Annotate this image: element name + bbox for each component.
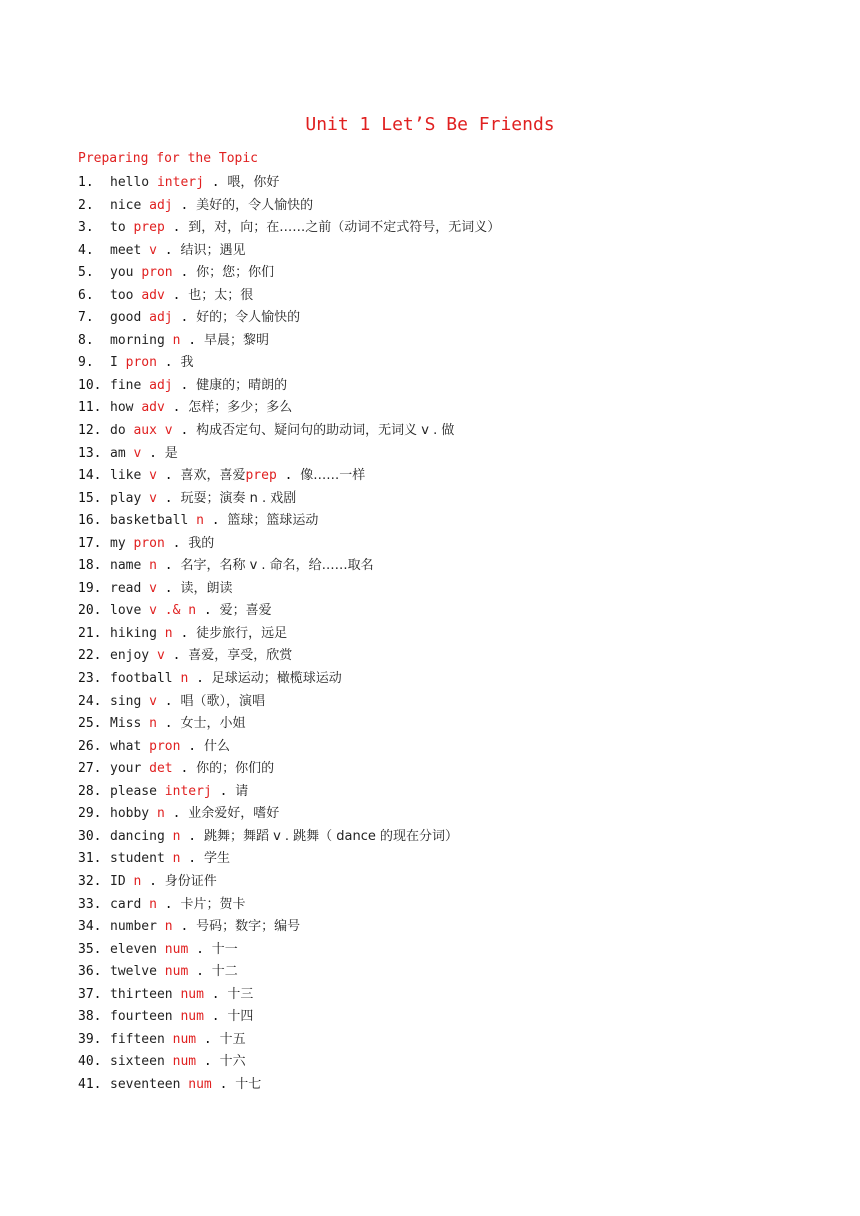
item-word: your xyxy=(110,761,142,777)
list-item: 37. thirteen num . 十三 xyxy=(78,984,500,1007)
item-meaning-2: 像……一样 xyxy=(300,468,366,484)
item-meaning: 什么 xyxy=(203,738,230,754)
item-meaning: 十七 xyxy=(235,1076,262,1092)
item-word: dancing xyxy=(110,828,165,844)
item-word: enjoy xyxy=(110,648,150,664)
item-meaning: 你；您；你们 xyxy=(196,265,275,281)
list-item: 9. I pron . 我 xyxy=(78,352,500,375)
item-part-of-speech: v xyxy=(156,648,165,664)
item-word: fourteen xyxy=(110,1009,173,1025)
item-meaning: 学生 xyxy=(203,851,230,867)
item-meaning: 也；太；很 xyxy=(188,287,254,303)
item-part-of-speech: n xyxy=(164,919,173,935)
list-item: 4. meet v . 结识；遇见 xyxy=(78,240,500,263)
item-meaning: 喜爱，享受，欣赏 xyxy=(188,648,293,664)
item-part-of-speech: num xyxy=(188,1076,212,1092)
item-meaning: 十三 xyxy=(227,986,254,1002)
list-item: 15. play v . 玩耍；演奏 n . 戏剧 xyxy=(78,488,500,511)
item-meaning: 怎样；多少；多么 xyxy=(188,400,293,416)
item-part-of-speech: v xyxy=(149,242,157,258)
list-item: 10. fine adj . 健康的；晴朗的 xyxy=(78,375,500,398)
item-meaning: 玩耍；演奏 n . 戏剧 xyxy=(180,490,297,506)
list-item: 26. what pron . 什么 xyxy=(78,736,500,759)
item-part-of-speech: adv xyxy=(141,400,165,416)
item-number: 29. xyxy=(78,806,102,822)
list-item: 3. to prep . 到，对，向；在……之前（动词不定式符号，无词义） xyxy=(78,217,500,240)
list-item: 38. fourteen num . 十四 xyxy=(78,1006,500,1029)
item-number: 35. xyxy=(78,941,102,957)
item-number: 32. xyxy=(78,873,102,889)
item-number: 26. xyxy=(78,738,102,754)
list-item: 20. love v .& n . 爱；喜爱 xyxy=(78,600,500,623)
item-word: name xyxy=(110,558,142,574)
item-part-of-speech: n xyxy=(149,896,157,912)
item-part-of-speech: n xyxy=(172,828,181,844)
item-word: card xyxy=(110,896,142,912)
item-part-of-speech: prep xyxy=(133,220,165,236)
item-meaning: 爱；喜爱 xyxy=(219,603,272,619)
item-meaning: 我的 xyxy=(188,535,215,551)
item-number: 9. xyxy=(78,355,94,371)
list-item: 31. student n . 学生 xyxy=(78,848,500,871)
item-part-of-speech: aux v xyxy=(133,423,173,439)
item-meaning: 业余爱好，嗜好 xyxy=(188,806,280,822)
list-item: 11. how adv . 怎样；多少；多么 xyxy=(78,397,500,420)
item-meaning: 跳舞；舞蹈 v . 跳舞（ dance 的现在分词） xyxy=(203,828,459,844)
list-item: 39. fifteen num . 十五 xyxy=(78,1029,500,1052)
item-number: 38. xyxy=(78,1009,102,1025)
item-part-of-speech: pron xyxy=(125,355,157,371)
item-part-of-speech: n xyxy=(172,332,181,348)
item-word: good xyxy=(110,310,142,326)
item-meaning: 好的；令人愉快的 xyxy=(196,310,301,326)
item-part-of-speech: adv xyxy=(141,287,165,303)
item-meaning: 十四 xyxy=(227,1009,254,1025)
item-number: 33. xyxy=(78,896,102,912)
item-number: 36. xyxy=(78,964,102,980)
item-number: 37. xyxy=(78,986,102,1002)
vocabulary-list xyxy=(78,172,500,1096)
item-meaning: 十六 xyxy=(219,1054,246,1070)
item-meaning: 篮球；篮球运动 xyxy=(227,513,319,529)
item-meaning: 健康的；晴朗的 xyxy=(196,377,288,393)
item-meaning: 十五 xyxy=(219,1031,246,1047)
list-item: 25. Miss n . 女士，小姐 xyxy=(78,713,500,736)
item-meaning: 我 xyxy=(180,355,194,371)
item-word: seventeen xyxy=(110,1076,181,1092)
item-part-of-speech: num xyxy=(164,964,189,980)
list-item: 36. twelve num . 十二 xyxy=(78,961,500,984)
list-item: 17. my pron . 我的 xyxy=(78,533,500,556)
list-item: 18. name n . 名字，名称 v . 命名，给……取名 xyxy=(78,555,500,578)
item-part-of-speech: n xyxy=(180,671,189,687)
item-number: 6. xyxy=(78,287,94,303)
item-word: my xyxy=(110,535,126,551)
item-meaning: 早晨；黎明 xyxy=(203,332,269,348)
item-meaning: 请 xyxy=(235,783,249,799)
list-item: 22. enjoy v . 喜爱，享受，欣赏 xyxy=(78,645,500,668)
list-item: 24. sing v . 唱（歌），演唱 xyxy=(78,691,500,714)
list-item: 5. you pron . 你；您；你们 xyxy=(78,262,500,285)
item-word: play xyxy=(110,490,142,506)
item-part-of-speech: num xyxy=(172,1054,197,1070)
item-word: football xyxy=(110,671,173,687)
item-number: 16. xyxy=(78,513,102,529)
item-word: what xyxy=(110,738,142,754)
item-part-of-speech: adj xyxy=(149,310,173,326)
item-meaning: 身份证件 xyxy=(164,873,217,889)
item-number: 24. xyxy=(78,693,102,709)
item-number: 27. xyxy=(78,761,102,777)
item-number: 11. xyxy=(78,400,102,416)
item-meaning: 号码；数字；编号 xyxy=(196,919,301,935)
item-word: hobby xyxy=(110,806,150,822)
item-word: fifteen xyxy=(110,1031,165,1047)
list-item: 40. sixteen num . 十六 xyxy=(78,1051,500,1074)
item-word: meet xyxy=(110,242,142,258)
item-number: 4. xyxy=(78,242,94,258)
item-number: 21. xyxy=(78,625,102,641)
item-part-of-speech: interj xyxy=(156,175,204,190)
list-item: 8. morning n . 早晨；黎明 xyxy=(78,330,500,353)
item-number: 12. xyxy=(78,423,102,439)
item-part-of-speech: pron xyxy=(149,738,181,754)
item-part-of-speech: v xyxy=(149,490,157,506)
item-word: nice xyxy=(110,197,142,213)
item-word: please xyxy=(110,783,157,799)
list-item: 41. seventeen num . 十七 xyxy=(78,1074,500,1097)
item-part-of-speech-2: prep xyxy=(245,468,277,484)
item-number: 23. xyxy=(78,671,102,687)
list-item: 1. hello interj . 喂，你好 xyxy=(78,172,500,195)
item-meaning: 十二 xyxy=(211,964,238,980)
list-item: 30. dancing n . 跳舞；舞蹈 v . 跳舞（ dance 的现在分词） xyxy=(78,826,500,849)
item-word: student xyxy=(110,851,165,867)
list-item: 14. like v . 喜欢，喜爱prep . 像……一样 xyxy=(78,465,500,488)
item-word: twelve xyxy=(110,964,157,980)
item-word: basketball xyxy=(110,513,189,529)
item-meaning: 结识；遇见 xyxy=(180,242,246,258)
item-meaning: 你的；你们的 xyxy=(196,761,275,777)
list-item: 16. basketball n . 篮球；篮球运动 xyxy=(78,510,500,533)
item-part-of-speech: v xyxy=(149,580,157,596)
item-meaning: 是 xyxy=(164,445,178,461)
item-word: hiking xyxy=(110,625,157,641)
item-meaning: 到，对，向；在……之前（动词不定式符号，无词义） xyxy=(188,220,501,236)
item-part-of-speech: n xyxy=(196,513,204,529)
item-number: 28. xyxy=(78,783,102,799)
list-item: 35. eleven num . 十一 xyxy=(78,939,500,962)
item-part-of-speech: num xyxy=(180,986,204,1002)
item-part-of-speech: v xyxy=(133,445,142,461)
item-part-of-speech: v xyxy=(149,693,157,709)
item-number: 31. xyxy=(78,851,102,867)
item-meaning: 女士，小姐 xyxy=(180,716,246,732)
item-part-of-speech: interj xyxy=(164,783,212,799)
item-meaning: 唱（歌），演唱 xyxy=(180,693,265,709)
item-number: 13. xyxy=(78,445,102,461)
item-part-of-speech: n xyxy=(149,558,157,574)
item-word: morning xyxy=(110,332,165,348)
item-part-of-speech: det xyxy=(149,761,173,777)
item-word: am xyxy=(110,445,126,461)
item-meaning: 读，朗读 xyxy=(180,580,233,596)
item-word: love xyxy=(110,603,142,619)
item-part-of-speech: pron xyxy=(141,265,173,281)
item-word: Miss xyxy=(110,716,142,732)
item-number: 17. xyxy=(78,535,102,551)
list-item: 23. football n . 足球运动；橄榄球运动 xyxy=(78,668,500,691)
item-number: 41. xyxy=(78,1076,102,1092)
item-word: sing xyxy=(110,693,142,709)
item-part-of-speech: n xyxy=(156,806,165,822)
list-item: 6. too adv . 也；太；很 xyxy=(78,285,500,308)
item-number: 34. xyxy=(78,919,102,935)
item-part-of-speech: v xyxy=(149,468,157,484)
list-item: 28. please interj . 请 xyxy=(78,781,500,804)
item-part-of-speech: num xyxy=(180,1009,204,1025)
list-item: 27. your det . 你的；你们的 xyxy=(78,758,500,781)
item-number: 40. xyxy=(78,1054,102,1070)
item-meaning: 喜欢，喜爱 xyxy=(180,468,246,484)
list-item: 21. hiking n . 徒步旅行，远足 xyxy=(78,623,500,646)
item-number: 1. xyxy=(78,175,94,190)
item-word: how xyxy=(110,400,134,416)
item-meaning: 名字，名称 v . 命名，给……取名 xyxy=(180,558,374,574)
item-word: do xyxy=(110,423,126,439)
item-part-of-speech: num xyxy=(164,941,189,957)
item-word: ID xyxy=(110,873,126,889)
item-part-of-speech: num xyxy=(172,1031,197,1047)
item-word: you xyxy=(110,265,134,281)
item-meaning: 构成否定句、疑问句的助动词，无词义 v . 做 xyxy=(196,423,455,439)
item-number: 2. xyxy=(78,197,94,213)
item-word: sixteen xyxy=(110,1054,165,1070)
item-meaning: 喂，你好 xyxy=(227,175,280,190)
list-item: 12. do aux v . 构成否定句、疑问句的助动词，无词义 v . 做 xyxy=(78,420,500,443)
list-item: 7. good adj . 好的；令人愉快的 xyxy=(78,307,500,330)
item-part-of-speech: adj xyxy=(149,197,173,213)
list-item: 34. number n . 号码；数字；编号 xyxy=(78,916,500,939)
item-number: 19. xyxy=(78,580,102,596)
item-number: 10. xyxy=(78,377,102,393)
item-number: 39. xyxy=(78,1031,102,1047)
item-meaning: 足球运动；橄榄球运动 xyxy=(211,671,342,687)
item-word: hello xyxy=(110,175,150,190)
item-number: 5. xyxy=(78,265,94,281)
list-item: 13. am v . 是 xyxy=(78,443,500,466)
item-part-of-speech: adj xyxy=(149,377,173,393)
item-number: 22. xyxy=(78,648,102,664)
item-part-of-speech: n xyxy=(133,873,142,889)
item-word: fine xyxy=(110,377,142,393)
item-part-of-speech: n xyxy=(149,716,157,732)
item-word: read xyxy=(110,580,142,596)
item-meaning: 美好的，令人愉快的 xyxy=(196,197,314,213)
item-word: to xyxy=(110,220,126,236)
list-item: 33. card n . 卡片；贺卡 xyxy=(78,894,500,917)
item-word: like xyxy=(110,468,142,484)
item-number: 3. xyxy=(78,220,94,236)
item-word: too xyxy=(110,287,134,303)
item-part-of-speech: pron xyxy=(133,535,165,551)
item-word: eleven xyxy=(110,941,157,957)
item-part-of-speech: n xyxy=(172,851,181,867)
item-meaning: 徒步旅行，远足 xyxy=(196,625,288,641)
item-meaning: 卡片；贺卡 xyxy=(180,896,246,912)
item-part-of-speech: v .& n xyxy=(149,603,197,619)
item-number: 18. xyxy=(78,558,102,574)
section-heading: Preparing for the Topic xyxy=(78,151,259,166)
item-word: thirteen xyxy=(110,986,173,1002)
item-word: number xyxy=(110,919,157,935)
list-item: 29. hobby n . 业余爱好，嗜好 xyxy=(78,803,500,826)
list-item: 2. nice adj . 美好的，令人愉快的 xyxy=(78,195,500,218)
item-number: 14. xyxy=(78,468,102,484)
item-number: 8. xyxy=(78,332,94,348)
item-word: I xyxy=(110,355,118,371)
item-number: 15. xyxy=(78,490,102,506)
item-number: 20. xyxy=(78,603,102,619)
list-item: 32. ID n . 身份证件 xyxy=(78,871,500,894)
item-number: 25. xyxy=(78,716,102,732)
list-item: 19. read v . 读，朗读 xyxy=(78,578,500,601)
page-title: Unit 1 Let’S Be Friends xyxy=(305,114,555,135)
item-number: 30. xyxy=(78,828,102,844)
item-number: 7. xyxy=(78,310,94,326)
item-meaning: 十一 xyxy=(211,941,238,957)
item-part-of-speech: n xyxy=(164,625,173,641)
